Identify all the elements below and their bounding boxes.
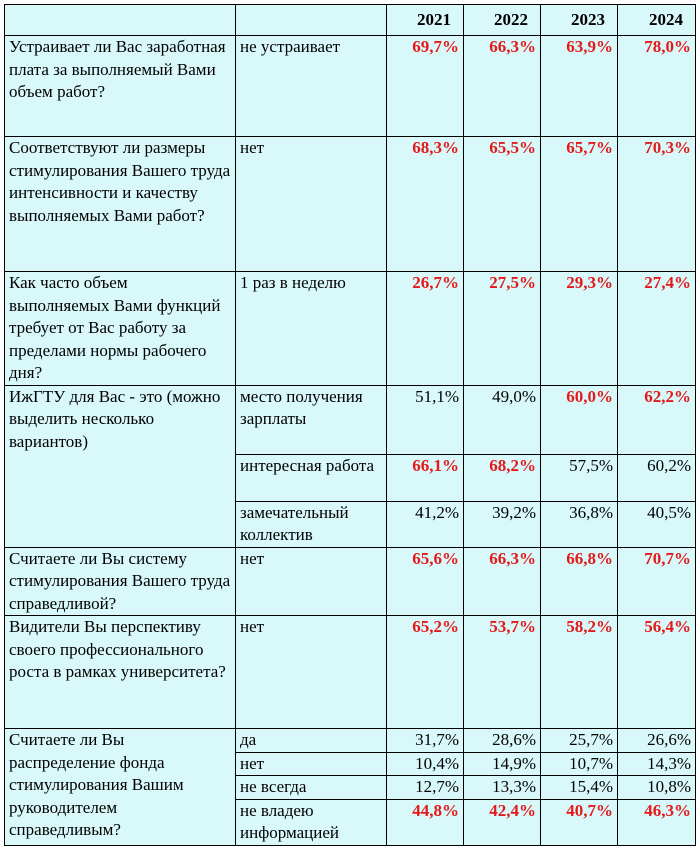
- question-cell: Считаете ли Вы распределение фонда стимулирования Вашим руководителем справедливым?: [5, 729, 236, 846]
- survey-table: [4, 4, 696, 846]
- percent-value-cell: 46,3%: [618, 799, 696, 845]
- percent-value-cell: 10,4%: [387, 752, 464, 776]
- year-header: 2023: [541, 5, 618, 36]
- percent-value-cell: 28,6%: [464, 729, 541, 753]
- question-cell: Видители Вы перспективу своего профессионального роста в рамках университета?: [5, 616, 236, 729]
- percent-value-cell: 27,4%: [618, 272, 696, 386]
- percent-value-cell: 68,2%: [464, 454, 541, 501]
- answer-option-cell: 1 раз в неделю: [236, 272, 387, 386]
- year-header: 2022: [464, 5, 541, 36]
- percent-value-cell: 66,3%: [464, 36, 541, 137]
- percent-value-cell: 25,7%: [541, 729, 618, 753]
- percent-value-cell: 10,8%: [618, 776, 696, 800]
- question-cell: Как часто объем выполняемых Вами функций требует от Вас работу за пределами нормы рабочего дня?: [5, 272, 236, 386]
- question-cell: Устраивает ли Вас заработная плата за выполняемый Вами объем работ?: [5, 36, 236, 137]
- percent-value-cell: 39,2%: [464, 501, 541, 547]
- percent-value-cell: 26,7%: [387, 272, 464, 386]
- percent-value-cell: 70,7%: [618, 547, 696, 616]
- answer-option-cell: не всегда: [236, 776, 387, 800]
- percent-value-cell: 10,7%: [541, 752, 618, 776]
- percent-value-cell: 62,2%: [618, 385, 696, 454]
- percent-value-cell: 66,8%: [541, 547, 618, 616]
- percent-value-cell: 41,2%: [387, 501, 464, 547]
- percent-value-cell: 78,0%: [618, 36, 696, 137]
- table-row: [5, 616, 696, 729]
- percent-value-cell: 49,0%: [464, 385, 541, 454]
- percent-value-cell: 27,5%: [464, 272, 541, 386]
- answer-option-cell: да: [236, 729, 387, 753]
- header-option-cell: [236, 5, 387, 36]
- table-row: [5, 547, 696, 616]
- percent-value-cell: 42,4%: [464, 799, 541, 845]
- percent-value-cell: 31,7%: [387, 729, 464, 753]
- question-cell: Соответствуют ли размеры стимулирования Вашего труда интенсивности и качеству выполняемых Вами работ?: [5, 137, 236, 272]
- percent-value-cell: 57,5%: [541, 454, 618, 501]
- percent-value-cell: 65,6%: [387, 547, 464, 616]
- answer-option-cell: не владею информацией: [236, 799, 387, 845]
- percent-value-cell: 70,3%: [618, 137, 696, 272]
- percent-value-cell: 12,7%: [387, 776, 464, 800]
- percent-value-cell: 56,4%: [618, 616, 696, 729]
- percent-value-cell: 63,9%: [541, 36, 618, 137]
- table-row: [5, 729, 696, 753]
- answer-option-cell: место получения зарплаты: [236, 385, 387, 454]
- year-header: 2021: [387, 5, 464, 36]
- question-cell: Считаете ли Вы систему стимулирования Вашего труда справедливой?: [5, 547, 236, 616]
- answer-option-cell: нет: [236, 547, 387, 616]
- percent-value-cell: 14,3%: [618, 752, 696, 776]
- answer-option-cell: нет: [236, 616, 387, 729]
- header-row: [5, 5, 696, 36]
- percent-value-cell: 60,0%: [541, 385, 618, 454]
- percent-value-cell: 65,5%: [464, 137, 541, 272]
- percent-value-cell: 65,2%: [387, 616, 464, 729]
- percent-value-cell: 40,7%: [541, 799, 618, 845]
- year-header: 2024: [618, 5, 696, 36]
- percent-value-cell: 66,1%: [387, 454, 464, 501]
- percent-value-cell: 51,1%: [387, 385, 464, 454]
- percent-value-cell: 13,3%: [464, 776, 541, 800]
- percent-value-cell: 58,2%: [541, 616, 618, 729]
- percent-value-cell: 29,3%: [541, 272, 618, 386]
- answer-option-cell: нет: [236, 752, 387, 776]
- answer-option-cell: интересная работа: [236, 454, 387, 501]
- percent-value-cell: 66,3%: [464, 547, 541, 616]
- percent-value-cell: 14,9%: [464, 752, 541, 776]
- percent-value-cell: 69,7%: [387, 36, 464, 137]
- question-cell: ИжГТУ для Вас - это (можно выделить несколько вариантов): [5, 385, 236, 547]
- table-row: [5, 385, 696, 454]
- percent-value-cell: 36,8%: [541, 501, 618, 547]
- percent-value-cell: 40,5%: [618, 501, 696, 547]
- percent-value-cell: 53,7%: [464, 616, 541, 729]
- table-row: [5, 272, 696, 386]
- percent-value-cell: 26,6%: [618, 729, 696, 753]
- percent-value-cell: 65,7%: [541, 137, 618, 272]
- answer-option-cell: нет: [236, 137, 387, 272]
- percent-value-cell: 60,2%: [618, 454, 696, 501]
- percent-value-cell: 15,4%: [541, 776, 618, 800]
- table-row: [5, 137, 696, 272]
- answer-option-cell: не устраивает: [236, 36, 387, 137]
- percent-value-cell: 44,8%: [387, 799, 464, 845]
- table-row: [5, 36, 696, 137]
- percent-value-cell: 68,3%: [387, 137, 464, 272]
- answer-option-cell: замечательный коллектив: [236, 501, 387, 547]
- header-question-cell: [5, 5, 236, 36]
